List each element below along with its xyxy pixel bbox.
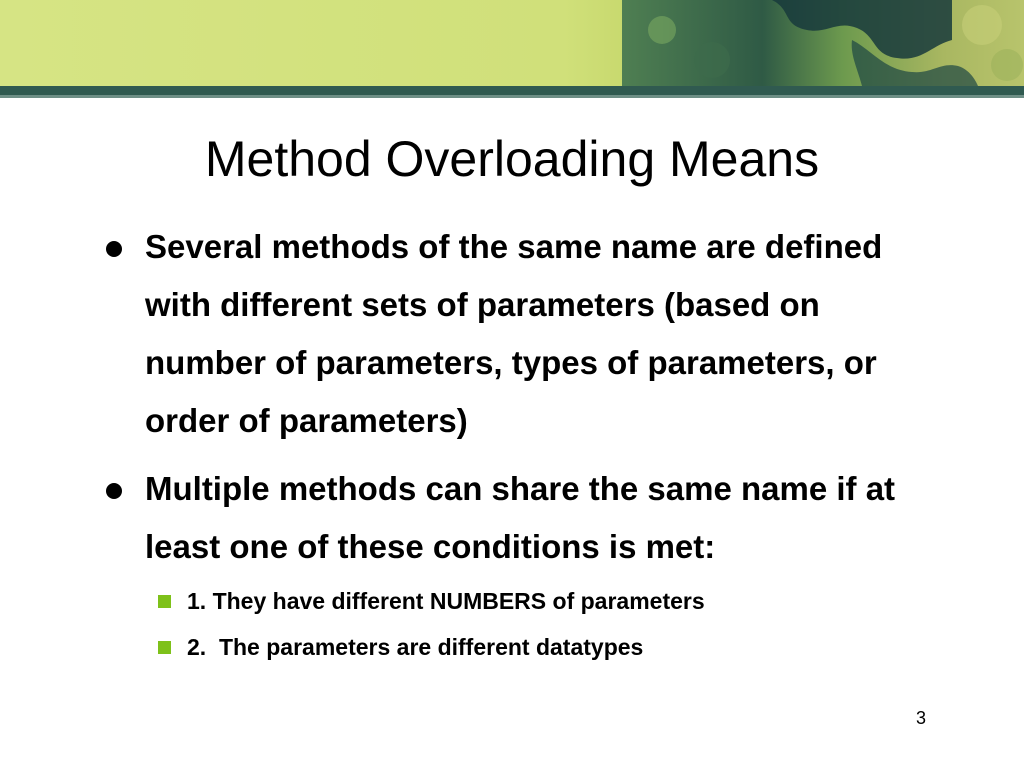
header-banner [0,0,1024,86]
bullet-item [104,460,934,576]
sub-bullet-item [158,578,934,624]
square-bullet-icon [158,595,171,608]
sub-bullet-text: 2. The parameters are different datatypes [187,634,644,660]
page-number: 3 [915,708,926,728]
header-rule [0,86,1024,98]
sub-bullet-text: 1. They have different NUMBERS of parameters [187,588,705,614]
sub-bullet-item [158,624,934,670]
slide-title: Method Overloading Means [204,131,820,187]
square-bullet-icon [158,641,171,654]
bullet-dot-icon [106,483,122,499]
bullet-item [104,218,934,450]
sub-bullet-list [104,578,934,670]
bullet-text: Several methods of the same name are defined with different sets of parameters (based on number of parameters, types of parameters, or order of parameters) [145,228,883,439]
bullet-text: Multiple methods can share the same name if at least one of these conditions is met: [145,470,896,565]
slide-body [104,218,934,670]
bullet-dot-icon [106,241,122,257]
banner-photo [622,0,1024,86]
